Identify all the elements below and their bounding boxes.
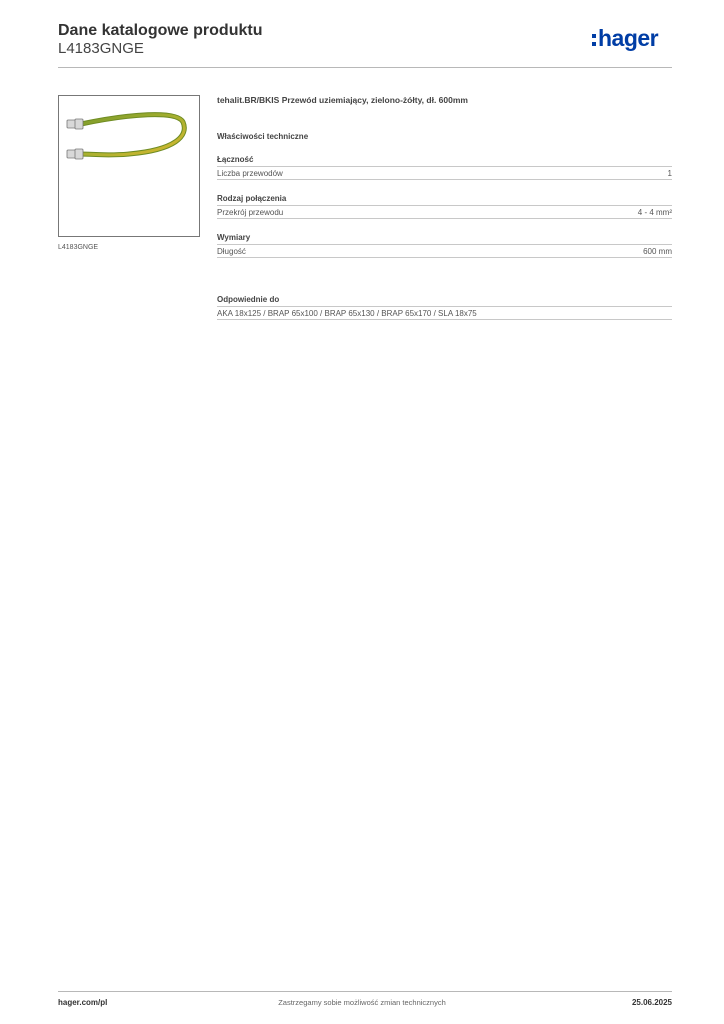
spec-row (217, 206, 672, 219)
spec-label: Liczba przewodów (217, 169, 283, 178)
ground-cable-icon (59, 96, 199, 236)
spec-group-connectivity (217, 155, 672, 180)
spec-label: Przekrój przewodu (217, 208, 284, 217)
spec-group-dimensions (217, 233, 672, 258)
logo-text: hager (598, 25, 659, 51)
spec-group-title: Rodzaj połączenia (217, 194, 672, 206)
footer-disclaimer: Zastrzegamy sobie możliwość zmian technicznych (278, 998, 446, 1007)
spec-row (217, 245, 672, 258)
logo-dots-icon (592, 34, 596, 46)
product-code: L4183GNGE (58, 40, 144, 57)
spec-value: 4 - 4 mm² (637, 208, 672, 217)
spec-group-title: Wymiary (217, 233, 672, 245)
product-image (58, 95, 200, 237)
footer-divider (58, 991, 672, 992)
spec-value: 1 (667, 169, 672, 178)
footer-date: 25.06.2025 (631, 998, 672, 1007)
suitable-for-title: Odpowiednie do (217, 295, 672, 307)
spec-value: 600 mm (643, 247, 672, 256)
spec-group-title: Łączność (217, 155, 672, 167)
page-title: Dane katalogowe produktu (58, 22, 263, 39)
image-caption: L4183GNGE (58, 244, 99, 251)
footer-link[interactable]: hager.com/pl (58, 998, 108, 1007)
header-divider (58, 67, 672, 68)
spec-label: Długość (217, 247, 246, 256)
spec-row (217, 167, 672, 180)
suitable-for-section (217, 295, 672, 320)
product-description: tehalit.BR/BKIS Przewód uziemiający, zielono-żółty, dł. 600mm (217, 95, 468, 105)
technical-heading: Właściwości techniczne (217, 132, 309, 141)
hager-logo[interactable] (592, 27, 658, 50)
suitable-for-list: AKA 18x125 / BRAP 65x100 / BRAP 65x130 / BRAP 65x170 / SLA 18x75 (217, 307, 672, 320)
spec-group-connection-type (217, 194, 672, 219)
product-details (217, 95, 672, 320)
